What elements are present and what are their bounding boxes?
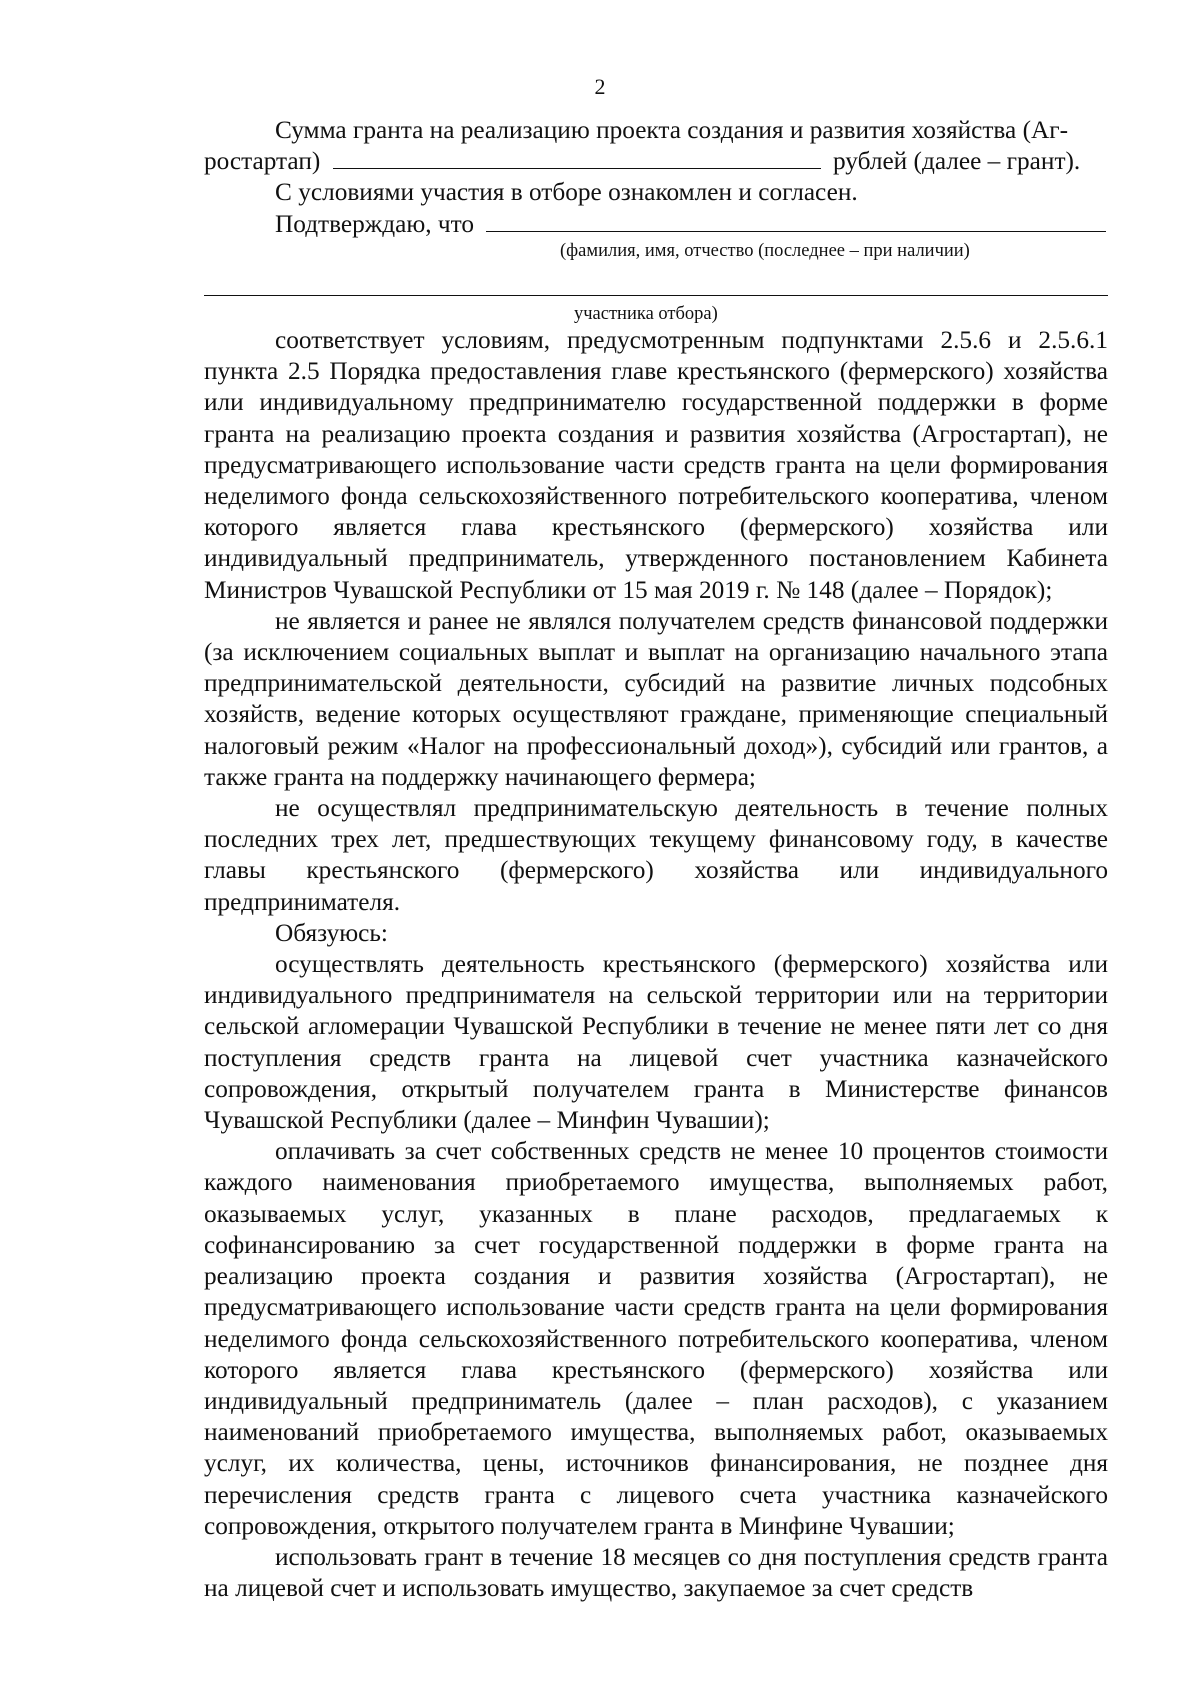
grant-sum-line2-end: рублей (далее – грант).	[832, 147, 1081, 176]
grant-sum-line2	[204, 146, 1108, 177]
name-caption: (фамилия, имя, отчество (последнее – при наличии)	[560, 240, 970, 261]
grant-sum-line2-start: ростартап)	[204, 147, 321, 176]
body-text	[204, 325, 1108, 1604]
grant-sum-blank	[333, 146, 821, 169]
confirm-label: Подтверждаю, что	[275, 209, 475, 238]
paragraph-no-business-activity: не осуществлял предпринимательскую деятельность в течение полных последних трех лет, предшествующих текущему финансовому году, в качестве главы крестьянского (фермерского) хозяйства или индивидуального предпринимателя.	[204, 794, 1108, 916]
paragraph-no-prior-support: не является и ранее не являлся получателем средств финансовой поддержки (за исключением социальных выплат и выплат на организацию начального этапа предпринимательской деятельности, субсидий на развитие личных подсобных хозяйств, ведение которых осуществляют граждане, применяющие специальный налоговый режим «Налог на профессиональный доход»), субсидий или грантов, а также гранта на поддержку начинающего фермера;	[204, 606, 1108, 791]
participant-caption: участника отбора)	[574, 304, 718, 324]
paragraph-compliance: соответствует условиям, предусмотренным подпунктами 2.5.6 и 2.5.6.1 пункта 2.5 Порядка предоставления главе крестьянского (фермерского) хозяйства или индивидуальному предпринимателю государственной поддержки в форме гранта на реализацию проекта создания и развития хозяйства (Агростартап), не предусматривающего использование части средств гранта на цели формирования неделимого фонда сельскохозяйственного потребительского кооператива, членом которого является глава крестьянского (фермерского) хозяйства или индивидуальный предприниматель, утвержденного постановлением Кабинета Министров Чувашской Республики от 15 мая 2019 г. № 148 (далее – Порядок);	[204, 326, 1108, 604]
paragraph-operate-5-years: осуществлять деятельность крестьянского (фермерского) хозяйства или индивидуального предпринимателя на сельской территории или на территории сельской агломерации Чувашской Республики в течение не менее пяти лет со дня поступления средств гранта на лицевой счет участника казначейского сопровождения, открытый получателем гранта в Министерстве финансов Чувашской Республики (далее – Минфин Чувашии);	[204, 950, 1108, 1135]
grant-sum-line1: Сумма гранта на реализацию проекта создания и развития хозяйства (Аг-	[275, 116, 1069, 144]
page-number: 2	[594, 74, 606, 99]
grant-sum-block	[204, 115, 1108, 262]
paragraph-cofinancing: оплачивать за счет собственных средств не менее 10 процентов стоимости каждого наименования приобретаемого имущества, выполняемых работ, оказываемых услуг, указанных в плане расходов, предлагаемых к софинансированию за счет государственной поддержки в форме гранта на реализацию проекта создания и развития хозяйства (Агростартап), не предусматривающего использование части средств гранта на цели формирования неделимого фонда сельскохозяйственного потребительского кооператива, членом которого является глава крестьянского (фермерского) хозяйства или индивидуальный предприниматель (далее – план расходов), с указанием наименований приобретаемого имущества, выполняемых работ, оказываемых услуг, их количества, цены, источников финансирования, не позднее дня перечисления средств гранта с лицевого счета участника казначейского сопровождения, открытого получателем гранта в Минфине Чувашии;	[204, 1137, 1108, 1540]
name-blank-continued	[204, 295, 1108, 296]
conditions-line: С условиями участия в отборе ознакомлен и согласен.	[275, 178, 858, 207]
obligation-heading: Обязуюсь:	[275, 918, 388, 947]
name-blank	[486, 209, 1106, 232]
paragraph-use-grant: использовать грант в течение 18 месяцев со дня поступления средств гранта на лицевой счет и использовать имущество, закупаемое за счет средств	[204, 1542, 1108, 1603]
confirm-line	[204, 209, 1108, 240]
